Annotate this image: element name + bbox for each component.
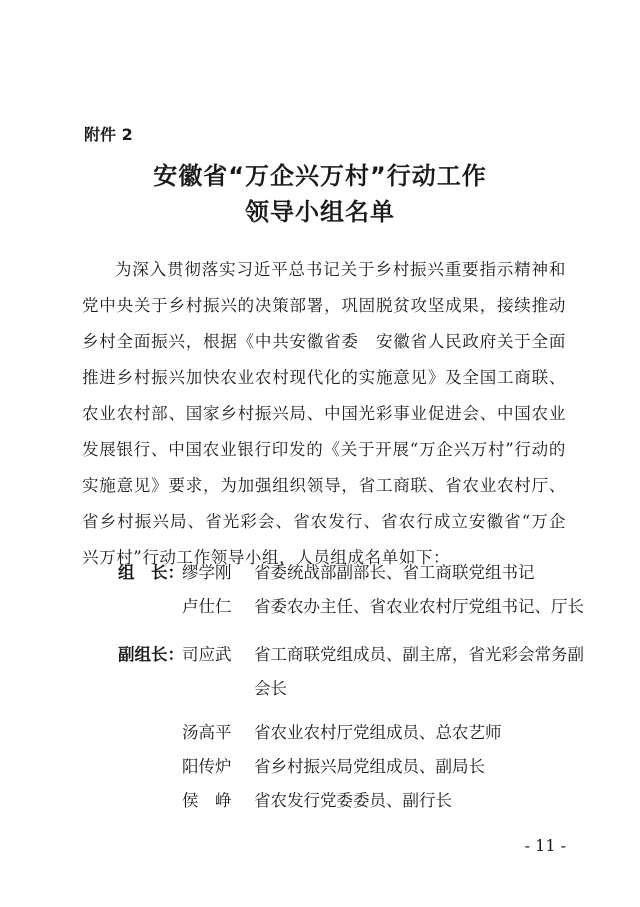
member-name: 缪学刚 — [182, 563, 232, 582]
attachment-label: 附件 2 — [84, 125, 133, 144]
member-position: 省委统战部副部长、省工商联党组书记 — [254, 563, 535, 582]
member-list — [118, 556, 588, 818]
member-position: 省工商联党组成员、副主席，省光彩会常务副会长 — [254, 645, 584, 698]
member-name: 侯 峥 — [182, 791, 232, 810]
member-name: 汤高平 — [182, 723, 232, 742]
member-entry — [182, 638, 588, 706]
group-entries — [182, 556, 588, 624]
member-entry — [182, 750, 588, 784]
group-entries — [182, 638, 588, 818]
member-entry — [182, 716, 588, 750]
member-position: 省农发行党委委员、副行长 — [254, 791, 452, 810]
intro-paragraph — [82, 252, 566, 576]
member-entry — [182, 556, 588, 590]
document-title-line-1: 安徽省“万企兴万村”行动工作 — [153, 162, 487, 190]
member-position: 省委农办主任、省农业农村厅党组书记、厅长 — [254, 597, 584, 616]
role-label: 副组长： — [118, 645, 184, 664]
group-deputy-leaders — [118, 638, 588, 818]
page-number: - 11 - — [524, 836, 566, 855]
role-label: 组 长： — [118, 563, 184, 582]
intro-text: 为深入贯彻落实习近平总书记关于乡村振兴重要指示精神和党中央关于乡村振兴的决策部署，巩固脱贫攻坚成果，接续推动乡村全面振兴，根据《中共安徽省委 安徽省人民政府关于全面推进乡村振兴加快农业农村现代化的实施意见》及全国工商联、农业农村部、国家乡村振兴局、中国光彩事业促进会、中国农业发展银行、中国农业银行印发的《关于开展“万企兴万村”行动的实施意见》要求，为加强组织领导，省工商联、省农业农村厅、省乡村振兴局、省光彩会、省农发行、省农行成立安徽省“万企兴万村”行动工作领导小组，人员组成名单如下： — [82, 260, 566, 567]
member-position: 省农业农村厅党组成员、总农艺师 — [254, 723, 502, 742]
member-position: 省乡村振兴局党组成员、副局长 — [254, 757, 485, 776]
member-name: 阳传炉 — [182, 757, 232, 776]
member-entry — [182, 784, 588, 818]
member-name: 司应武 — [182, 645, 232, 664]
group-leaders — [118, 556, 588, 624]
spacer — [118, 624, 588, 638]
member-entry — [182, 590, 588, 624]
member-name: 卢仕仁 — [182, 597, 232, 616]
document-title-line-2: 领导小组名单 — [245, 198, 395, 226]
